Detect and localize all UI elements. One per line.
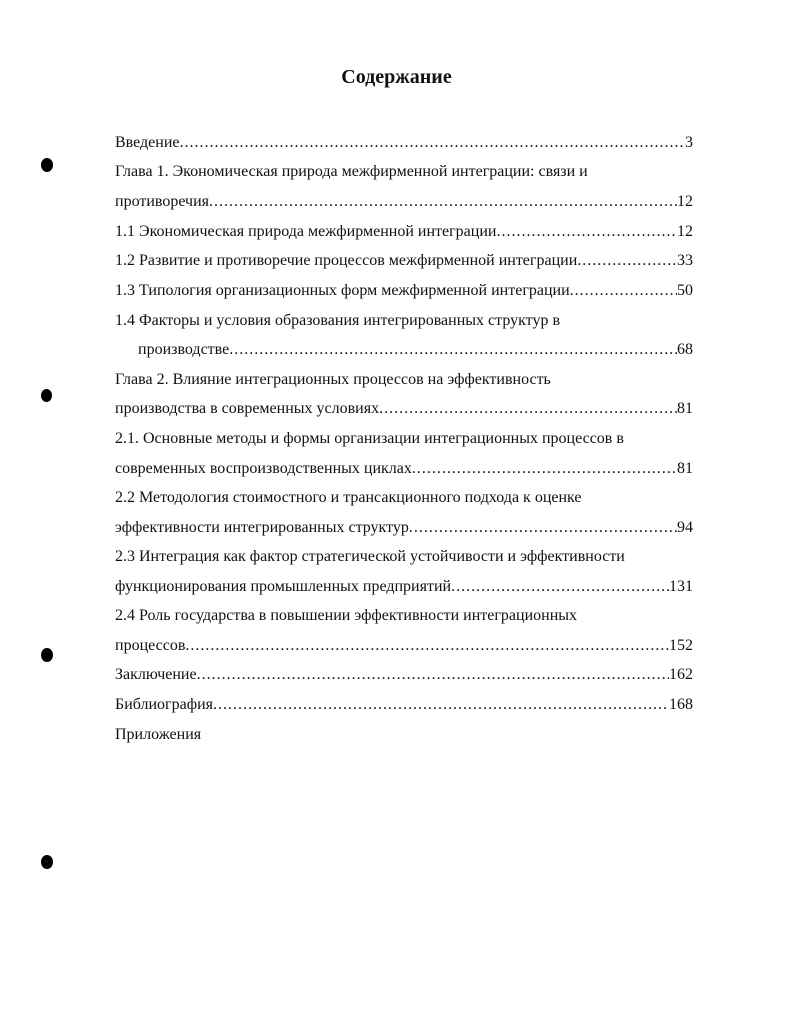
- toc-page-number: 94: [677, 519, 693, 536]
- toc-entry-text: Библиография: [115, 696, 213, 713]
- toc-leader-dots: [570, 278, 677, 304]
- toc-leader-dots: [209, 189, 677, 215]
- toc-leader-dots: [412, 456, 677, 482]
- toc-entry-appendices: [115, 722, 693, 748]
- toc-entry-1-2: [115, 248, 693, 274]
- toc-entry-2-1-cont: [115, 456, 693, 482]
- toc-entry-text: эффективности интегрированных структур: [115, 519, 409, 536]
- toc-leader-dots: [213, 692, 669, 718]
- toc-page-number: 162: [669, 666, 693, 683]
- punch-hole-mark: [41, 648, 53, 662]
- toc-entry-2-4-cont: [115, 633, 693, 659]
- toc-entry-1-1: [115, 219, 693, 245]
- toc-page-number: 152: [669, 637, 693, 654]
- toc-entry-2-1: [115, 426, 693, 452]
- toc-entry-2-3: [115, 544, 693, 570]
- toc-leader-dots: [496, 219, 677, 245]
- toc-entry-2-4: [115, 603, 693, 629]
- punch-hole-mark: [41, 855, 53, 869]
- toc-entry-text: 1.4 Факторы и условия образования интегрированных структур в: [115, 312, 560, 329]
- toc-entry-chapter-1: [115, 159, 693, 185]
- toc-entry-text: 2.1. Основные методы и формы организации интеграционных процессов в: [115, 430, 624, 447]
- toc-entry-text: Глава 1. Экономическая природа межфирменной интеграции: связи и: [115, 163, 588, 180]
- toc-page-number: 168: [669, 696, 693, 713]
- toc-entry-text: 1.2 Развитие и противоречие процессов межфирменной интеграции: [115, 252, 578, 269]
- toc-entry-2-3-cont: [115, 574, 693, 600]
- toc-entry-introduction: [115, 130, 693, 156]
- toc-entry-text: Приложения: [115, 726, 202, 743]
- toc-entry-text: 2.4 Роль государства в повышении эффективности интеграционных: [115, 607, 578, 624]
- toc-leader-dots: [409, 515, 677, 541]
- toc-page-number: 68: [677, 341, 693, 358]
- toc-leader-dots: [229, 337, 677, 363]
- toc-leader-dots: [180, 130, 686, 156]
- toc-entry-bibliography: [115, 692, 693, 718]
- toc-entry-1-4-cont: [138, 337, 693, 363]
- page-title: Содержание: [341, 66, 452, 88]
- toc-entry-text: 1.1 Экономическая природа межфирменной интеграции: [115, 223, 497, 240]
- toc-leader-dots: [451, 574, 669, 600]
- toc-entry-text: противоречия: [115, 193, 210, 210]
- toc-page-number: 131: [669, 578, 693, 595]
- toc-page-number: 12: [677, 193, 693, 210]
- toc-page-number: 12: [677, 223, 693, 240]
- toc-page-number: 50: [677, 282, 693, 299]
- toc-entry-text: Заключение: [115, 666, 197, 683]
- toc-page-number: 81: [677, 400, 693, 417]
- toc-leader-dots: [185, 633, 669, 659]
- toc-page-number: 33: [677, 252, 693, 269]
- toc-leader-dots: [577, 248, 677, 274]
- toc-entry-conclusion: [115, 662, 693, 688]
- toc-entry-text: современных воспроизводственных циклах: [115, 460, 412, 477]
- toc-entry-text: производства в современных условиях: [115, 400, 380, 417]
- toc-entry-2-2-cont: [115, 515, 693, 541]
- punch-hole-mark: [41, 389, 52, 402]
- toc-page-number: 3: [685, 134, 693, 151]
- punch-hole-mark: [41, 158, 53, 172]
- toc-entry-text: 2.2 Методология стоимостного и трансакционного подхода к оценке: [115, 489, 582, 506]
- toc-leader-dots: [379, 396, 677, 422]
- toc-entry-2-2: [115, 485, 693, 511]
- toc-entry-text: Введение: [115, 134, 180, 151]
- toc-entry-chapter-2-cont: [115, 396, 693, 422]
- toc-entry-text: 2.3 Интеграция как фактор стратегической устойчивости и эффективности: [115, 548, 625, 565]
- toc-page-number: 81: [677, 460, 693, 477]
- toc-entry-1-4: [115, 308, 693, 334]
- toc-entry-chapter-2: [115, 367, 693, 393]
- toc-entry-1-3: [115, 278, 693, 304]
- toc-entry-chapter-1-cont: [115, 189, 693, 215]
- toc-entry-text: производстве: [138, 341, 230, 358]
- toc-entry-text: 1.3 Типология организационных форм межфирменной интеграции: [115, 282, 570, 299]
- toc-entry-text: Глава 2. Влияние интеграционных процессов на эффективность: [115, 371, 551, 388]
- toc-leader-dots: [197, 662, 669, 688]
- toc-entry-text: процессов: [115, 637, 186, 654]
- toc-entry-text: функционирования промышленных предприятий: [115, 578, 452, 595]
